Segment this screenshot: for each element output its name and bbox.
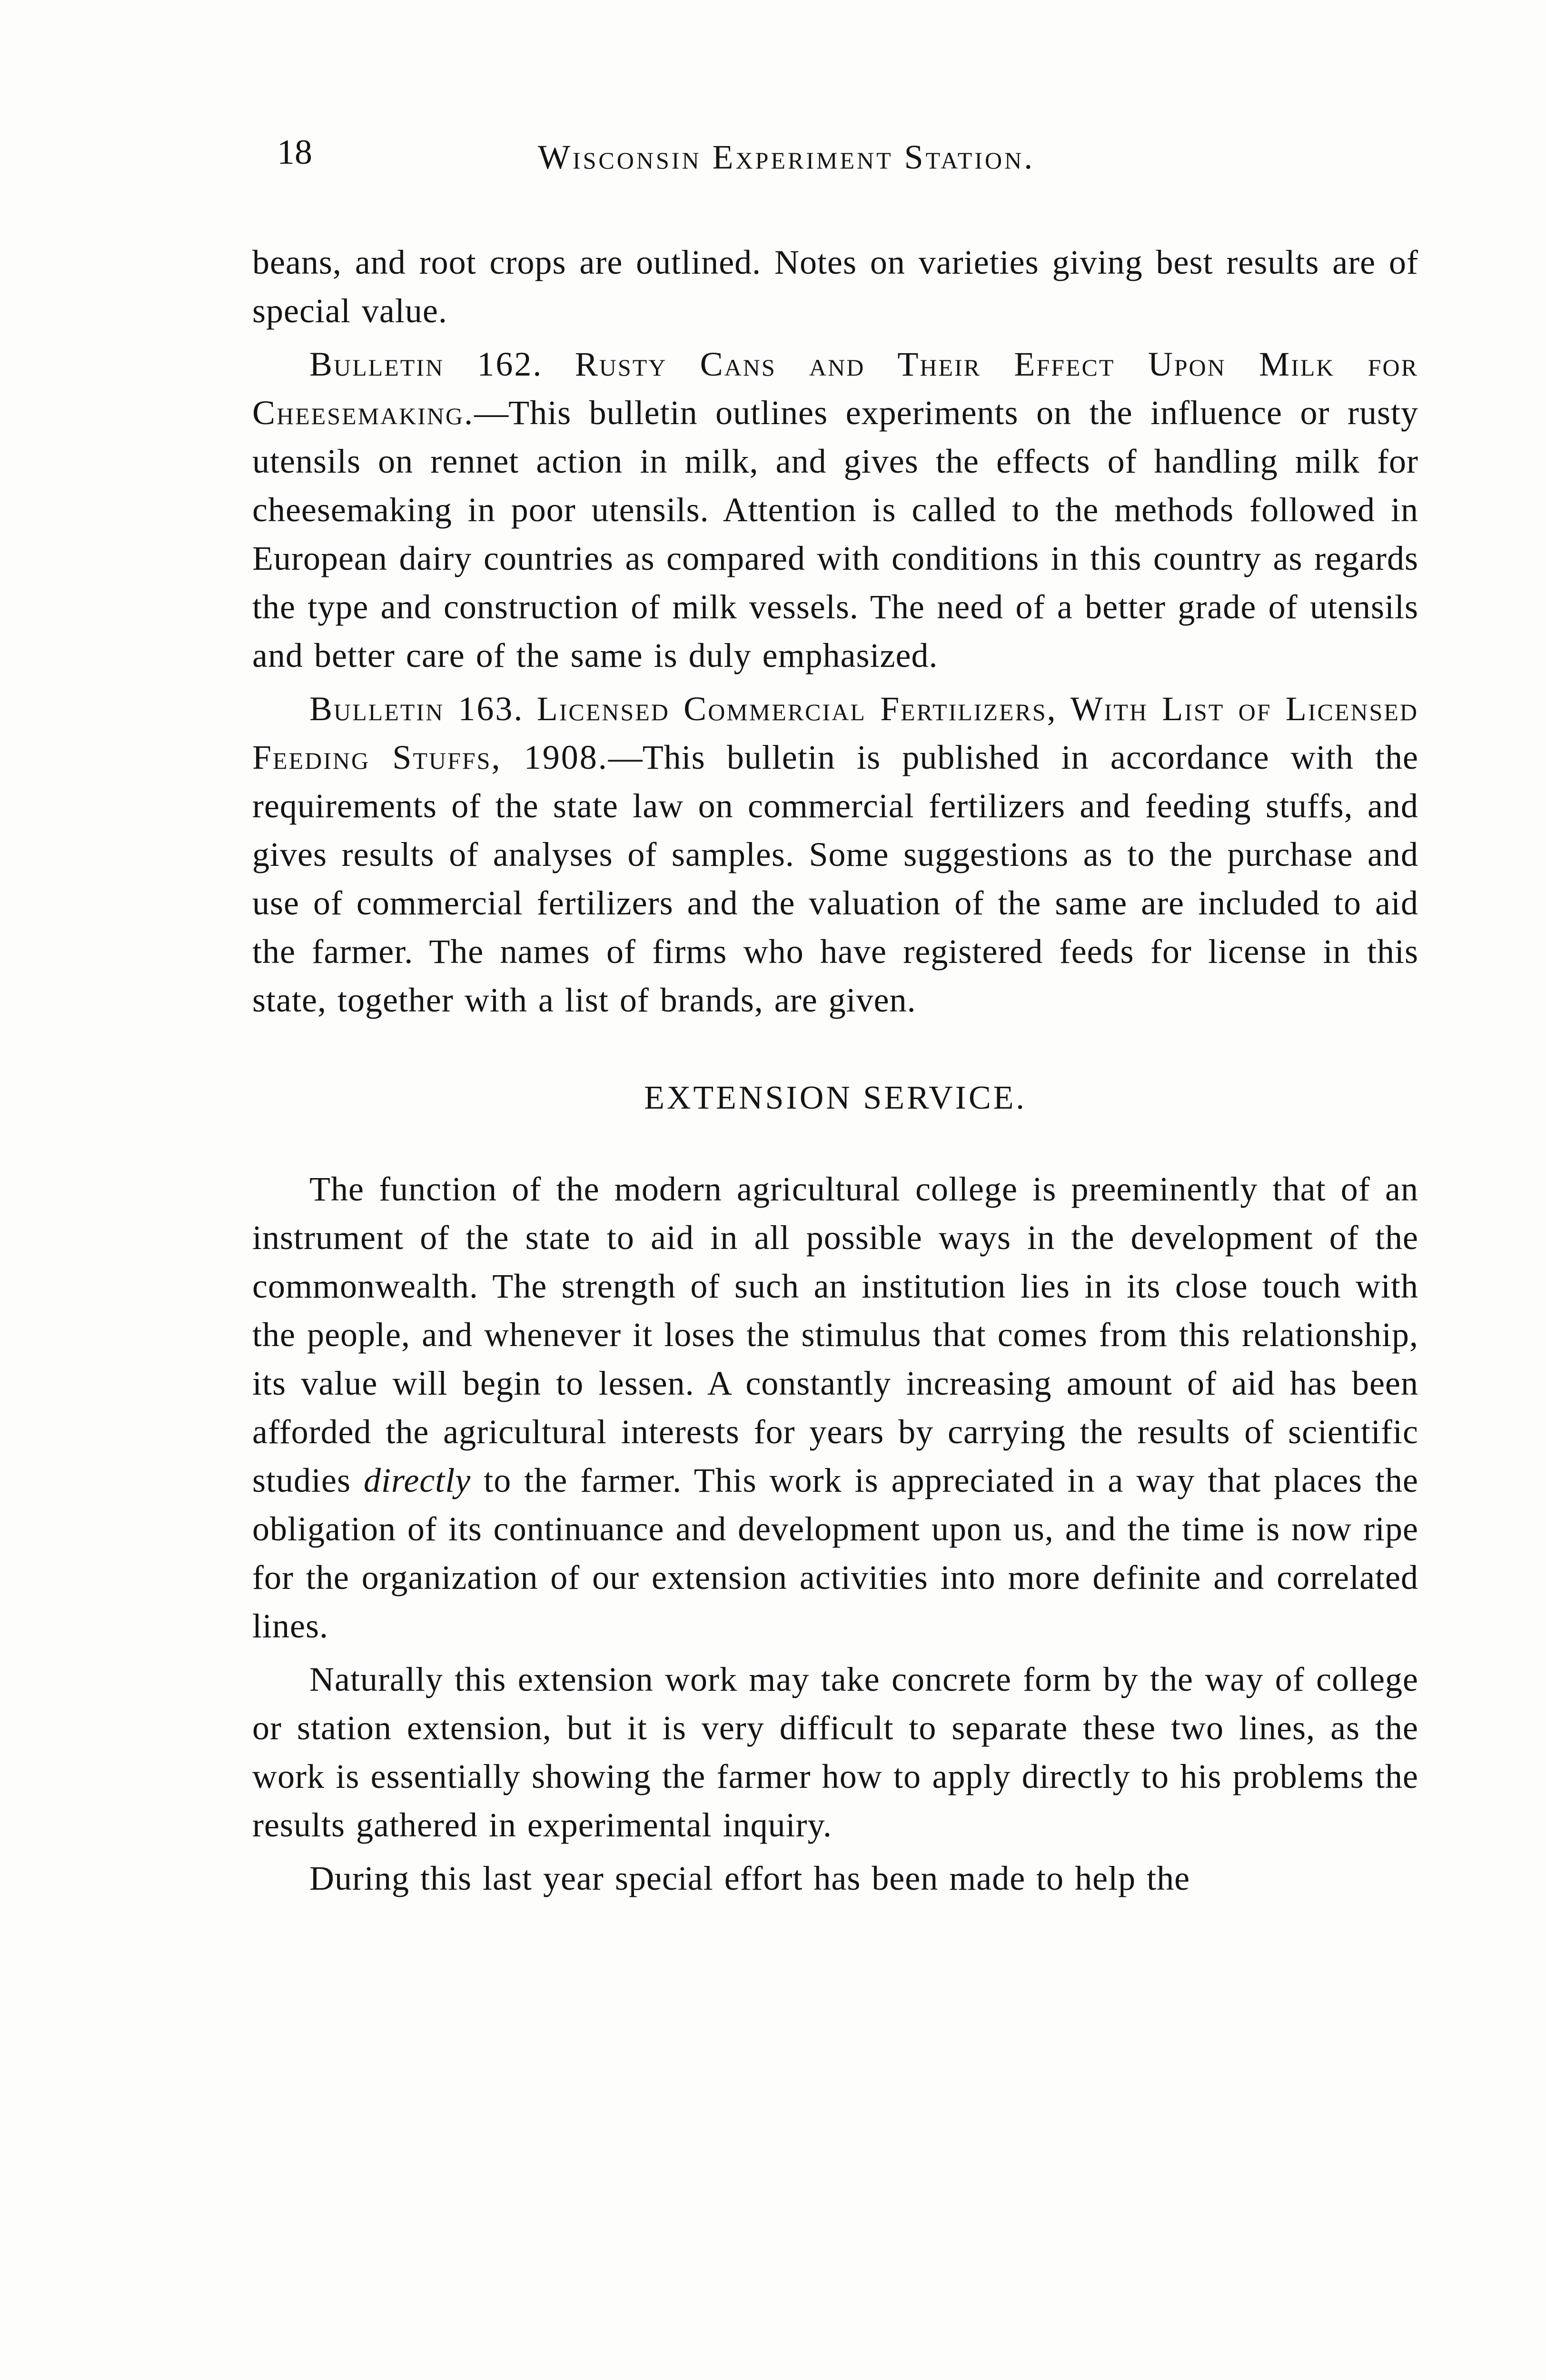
running-title: Wisconsin Experiment Station. [538,138,1035,176]
bulletin-162-label: Bulletin 162. [309,345,543,383]
intro-text: beans, and root crops are outlined. Notes on varieties giving best results are of special value. [252,243,1418,330]
extension-paragraph-3 [252,1854,1418,1903]
intro-paragraph [252,238,1418,335]
extension-paragraph-1-start: The function of the modern agricultural college is preeminently that of an instrument of the state to aid in all possible ways in the development of the commonwealth. The strength of such an institution lies in its close touch with the people, and whenever it loses the stimulus that comes from this relationship, its value will begin to lessen. A constantly increasing amount of aid has been afforded the agricultural interests for years by carrying the results of scientific studies [252,1170,1418,1499]
section-heading: EXTENSION SERVICE. [644,1080,1027,1116]
extension-paragraph-1 [252,1165,1418,1650]
bulletin-162-title: Rusty Cans and Their Effect Upon Milk for Cheesemaking. [252,345,1419,432]
bulletin-163-text: This bulletin is published in accordance with the requirements of the state law on commercial fertilizers and feeding stuffs, and gives results of analyses of samples. Some suggestions as to the purchase and use of commercial fertilizers and the valuation of the same are included to aid the farmer. The names of firms who have registered feeds for license in this state, together with a list of brands, are given. [252,738,1418,1019]
bulletin-163-entry [252,684,1418,1024]
extension-paragraph-3-text: During this last year special effort has been made to help the [309,1859,1190,1897]
extension-paragraph-2-text: Naturally this extension work may take concrete form by the way of college or station extension, but it is very difficult to separate these two lines, as the work is essentially showing the farmer how to apply directly to his problems the results gathered in experimental inquiry. [252,1660,1418,1844]
bulletin-162-dash: — [474,394,509,432]
bulletin-162-entry [252,340,1418,680]
extension-paragraph-2 [252,1655,1418,1849]
bulletin-163-dash: — [608,738,643,776]
bulletin-163-label: Bulletin 163. [309,690,524,728]
page-number: 18 [277,133,312,172]
extension-paragraph-1-end: to the farmer. This work is appreciated in a way that places the obligation of its continuance and development upon us, and the time is now ripe for the organization of our extension activities into more definite and correlated lines. [252,1461,1419,1645]
bulletin-162-text: This bulletin outlines experiments on the influence or rusty utensils on rennet action in milk, and gives the effects of handling milk for cheesemaking in poor utensils. Attention is called to the methods followed in European dairy countries as compared with conditions in this country as regards the type and construction of milk vessels. The need of a better grade of utensils and better care of the same is duly emphasized. [252,394,1418,674]
bulletin-163-title: Licensed Commercial Fertilizers, With List of Licensed Feeding Stuffs, 1908. [252,690,1418,776]
body-text [252,238,1418,1907]
running-head [267,129,1418,195]
emphasis-directly: directly [364,1461,471,1499]
